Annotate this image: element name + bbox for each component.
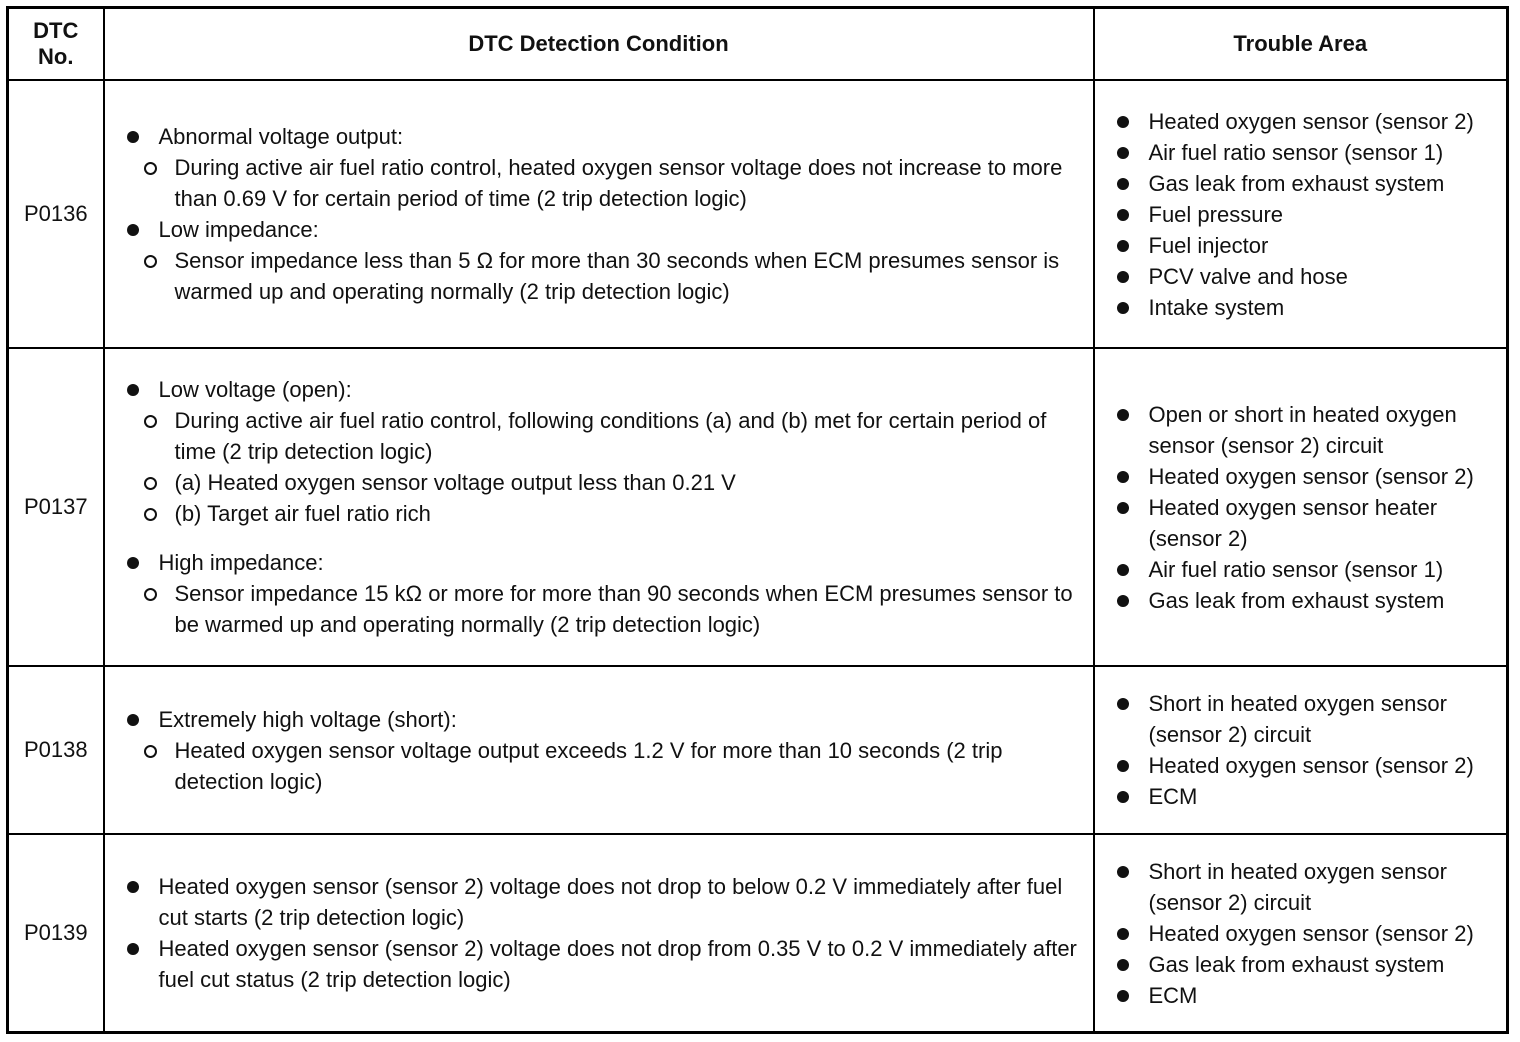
area-item: Heated oxygen sensor (sensor 2) <box>1117 461 1503 492</box>
condition-subitem: (b) Target air fuel ratio rich <box>125 498 1083 529</box>
condition-item: Low impedance: <box>125 214 1083 245</box>
area-item: Heated oxygen sensor (sensor 2) <box>1117 750 1503 781</box>
condition-subitem: Sensor impedance less than 5 Ω for more than 30 seconds when ECM presumes sensor is warmed up and operating normally (2 trip detection logic) <box>125 245 1083 307</box>
area-item: Heated oxygen sensor heater (sensor 2) <box>1117 492 1503 554</box>
header-dtc-no: DTC No. <box>8 8 104 81</box>
table-header <box>8 8 1508 81</box>
trouble-area <box>1094 348 1508 666</box>
dtc-code: P0137 <box>8 348 104 666</box>
area-item: Air fuel ratio sensor (sensor 1) <box>1117 554 1503 585</box>
condition-item: Heated oxygen sensor (sensor 2) voltage does not drop from 0.35 V to 0.2 V immediately after fuel cut status (2 trip detection logic) <box>125 933 1083 995</box>
area-item: Gas leak from exhaust system <box>1117 585 1503 616</box>
condition-subitem: (a) Heated oxygen sensor voltage output less than 0.21 V <box>125 467 1083 498</box>
table-row <box>8 80 1508 348</box>
area-item: PCV valve and hose <box>1117 261 1503 292</box>
area-item: ECM <box>1117 781 1503 812</box>
area-item: Gas leak from exhaust system <box>1117 949 1503 980</box>
condition-subitem: During active air fuel ratio control, following conditions (a) and (b) met for certain period of time (2 trip detection logic) <box>125 405 1083 467</box>
trouble-area <box>1094 666 1508 834</box>
condition-item: Abnormal voltage output: <box>125 121 1083 152</box>
area-item: Fuel injector <box>1117 230 1503 261</box>
header-detection-condition: DTC Detection Condition <box>104 8 1094 81</box>
detection-condition <box>104 80 1094 348</box>
area-item: Open or short in heated oxygen sensor (sensor 2) circuit <box>1117 399 1503 461</box>
dtc-code: P0139 <box>8 834 104 1033</box>
area-item: Air fuel ratio sensor (sensor 1) <box>1117 137 1503 168</box>
condition-item: Extremely high voltage (short): <box>125 704 1083 735</box>
area-item: Gas leak from exhaust system <box>1117 168 1503 199</box>
condition-subitem: During active air fuel ratio control, heated oxygen sensor voltage does not increase to more than 0.69 V for certain period of time (2 trip detection logic) <box>125 152 1083 214</box>
condition-item: High impedance: <box>125 547 1083 578</box>
condition-subitem: Heated oxygen sensor voltage output exceeds 1.2 V for more than 10 seconds (2 trip detection logic) <box>125 735 1083 797</box>
dtc-table <box>6 6 1509 1034</box>
dtc-code: P0138 <box>8 666 104 834</box>
table-body <box>8 80 1508 1033</box>
detection-condition <box>104 834 1094 1033</box>
area-item: Short in heated oxygen sensor (sensor 2) circuit <box>1117 856 1503 918</box>
trouble-area <box>1094 834 1508 1033</box>
area-item: ECM <box>1117 980 1503 1011</box>
header-trouble-area: Trouble Area <box>1094 8 1508 81</box>
condition-item: Heated oxygen sensor (sensor 2) voltage does not drop to below 0.2 V immediately after fuel cut starts (2 trip detection logic) <box>125 871 1083 933</box>
dtc-code: P0136 <box>8 80 104 348</box>
trouble-area <box>1094 80 1508 348</box>
area-item: Heated oxygen sensor (sensor 2) <box>1117 918 1503 949</box>
table-row <box>8 666 1508 834</box>
detection-condition <box>104 666 1094 834</box>
condition-subitem: Sensor impedance 15 kΩ or more for more than 90 seconds when ECM presumes sensor to be warmed up and operating normally (2 trip detection logic) <box>125 578 1083 640</box>
table-row <box>8 348 1508 666</box>
area-item: Intake system <box>1117 292 1503 323</box>
condition-item: Low voltage (open): <box>125 374 1083 405</box>
table-row <box>8 834 1508 1033</box>
detection-condition <box>104 348 1094 666</box>
area-item: Heated oxygen sensor (sensor 2) <box>1117 106 1503 137</box>
area-item: Short in heated oxygen sensor (sensor 2) circuit <box>1117 688 1503 750</box>
area-item: Fuel pressure <box>1117 199 1503 230</box>
